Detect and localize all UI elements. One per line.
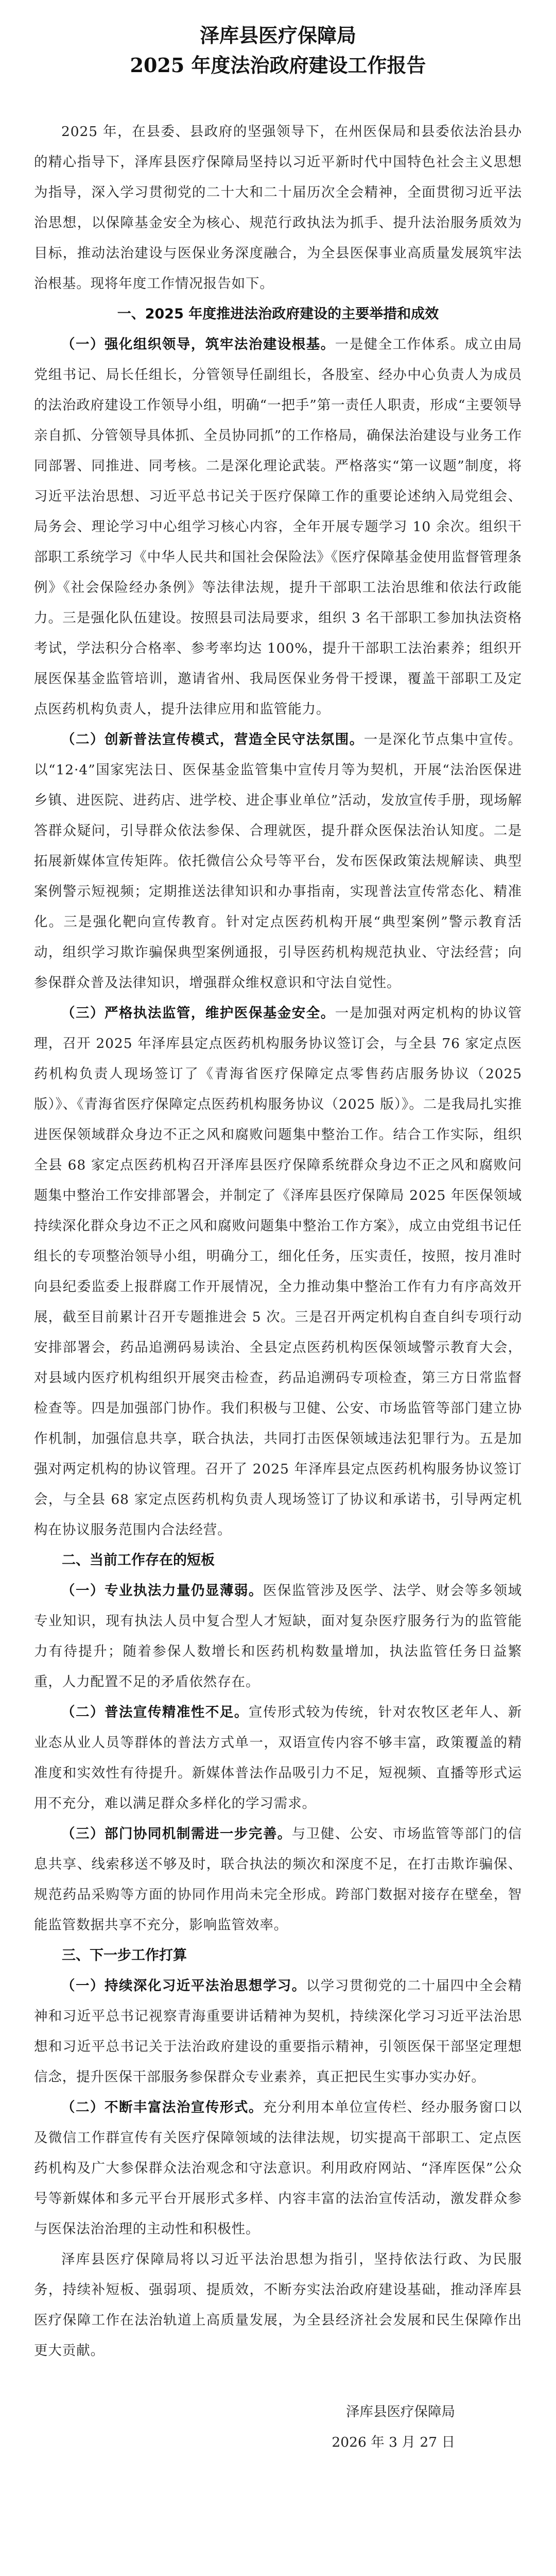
section-1-heading: 一、2025 年度推进法治政府建设的主要举措和成效: [117, 306, 439, 322]
title-line-report: 2025 年度法治政府建设工作报告: [130, 54, 426, 77]
section-1-body-1: 一是健全工作体系。成立由局党组书记、局长任组长，分管领导任副组长，各股室、经办中心负责人为成员的法治政府建设工作领导小组，明确“一把手”第一责任人职责，形成“主要领导亲自抓、分管领导具体抓、全员协同抓”的工作格局，确保法治建设与业务工作同部署、同推进、同考核。二是深化理论武装。严格落实“第一议题”制度，将习近平法治思想、习近平总书记关于医疗保障工作的重要论述纳入局党组会、局务会、理论学习中心组学习核心内容，全年开展专题学习 10 余次。组织干部职工系统学习《中华人民共和国社会保险法》《医疗保障基金使用监督管理条例》《社会保险经办条例》等法律法规，提升干部职工法治思维和依法行政能力。三是强化队伍建设。按照县司法局要求，组织 3 名干部职工参加执法资格考试，学法积分合格率、参考率均达 100%，提升干部职工法治素养；组织开展医保基金监管培训，邀请省州、我局医保业务骨干授课，覆盖干部职工及定点医药机构负责人，提升法律应用和监管能力。: [34, 336, 522, 717]
section-1-subheading-3: （三）严格执法监管，维护医保基金安全。: [61, 1005, 335, 1021]
section-1-body-3: 一是加强对两定机构的协议管理，召开 2025 年泽库县定点医药机构服务协议签订会，与全县 76 家定点医药机构负责人现场签订了《青海省医疗保障定点零售药店服务协议（2025 版）》、《青海省医疗保障定点医药机构服务协议（2025 版）》。二是我局扎实推进医保领域群众身边不正之风和腐败问题集中整治工作。结合工作实际，组织全县 68 家定点医药机构召开泽库县医疗保障系统群众身边不正之风和腐败问题集中整治工作安排部署会，并制定了《泽库县医疗保障局 2025 年医保领域持续深化群众身边不正之风和腐败问题集中整治工作方案》，成立由党组书记任组长的专项整治领导小组，明确分工，细化任务，压实责任，按照，按月准时向县纪委监委上报群腐工作开展情况，全力推动集中整治工作有力有序高效开展，截至目前累计召开专题推进会 5 次。三是召开两定机构自查自纠专项行动安排部署会，药品追溯码易读治、全县定点医药机构医保领域警示教育大会，对县域内医疗机构组织开展突击检查，药品追溯码专项检查，第三方日常监督检查等。四是加强部门协作。我们积极与卫健、公安、市场监管等部门建立协作机制，加强信息共享，联合执法，共同打击医保领域违法犯罪行为。五是加强对两定机构的协议管理。召开了 2025 年泽库县定点医药机构服务协议签订会，与全县 68 家定点医药机构负责人现场签订了协议和承诺书，引导两定机构在协议服务范围内合法经营。: [34, 1005, 522, 1538]
section-1-paragraph-1: [34, 329, 522, 724]
section-1-subheading-2: （二）创新普法宣传模式，营造全民守法氛围。: [61, 732, 364, 748]
section-3-body-2: 充分利用本单位宣传栏、经办服务窗口以及微信工作群宣传有关医疗保障领域的法律法规，切实提高干部职工、定点医药机构及广大参保群众法治观念和守法意识。利用政府网站、“泽库医保”公众号等新媒体和多元平台开展形式多样、内容丰富的法治宣传活动，激发群众参与医保法治治理的主动性和积极性。: [34, 2099, 523, 2237]
section-3-subheading-1: （一）持续深化习近平法治思想学习。: [61, 1978, 306, 1994]
report-title: [34, 21, 522, 80]
section-2-subheading-3: （三）部门协同机制需进一步完善。: [61, 1826, 292, 1842]
section-2-subheading-2: （二）普法宣传精准性不足。: [61, 1704, 249, 1720]
section-1-subheading-1: （一）强化组织领导，筑牢法治建设根基。: [61, 336, 335, 352]
section-3-paragraph-2: [34, 2092, 522, 2244]
section-2-subheading-1: （一）专业执法力量仍显薄弱。: [61, 1583, 263, 1599]
section-2-body-3: 与卫健、公安、市场监管等部门的信息共享、线索移送不够及时，联合执法的频次和深度不足，在打击欺诈骗保、规范药品采购等方面的协同作用尚未完全形成。跨部门数据对接存在壁垒，智能监管数据共享不充分，影响监管效率。: [34, 1826, 522, 1933]
closing-paragraph: 泽库县医疗保障局将以习近平法治思想为指引，坚持依法行政、为民服务，持续补短板、强弱项、提质效，不断夯实法治政府建设基础，推动泽库县医疗保障工作在法治轨道上高质量发展，为全县经济社会发展和民生保障作出更大贡献。: [34, 2251, 522, 2359]
section-1-body-2: 一是深化节点集中宣传。以“12·4”国家宪法日、医保基金监管集中宣传月等为契机，开展“法治医保进乡镇、进医院、进药店、进学校、进企事业单位”活动，发放宣传手册，现场解答群众疑问，引导群众依法参保、合理就医，提升群众医保法治认知度。二是拓展新媒体宣传矩阵。依托微信公众号等平台，发布医保政策法规解读、典型案例警示短视频；定期推送法律知识和办事指南，实现普法宣传常态化、精准化。三是强化靶向宣传教育。针对定点医药机构开展“典型案例”警示教育活动，组织学习欺诈骗保典型案例通报，引导医药机构规范执业、守法经营；向参保群众普及法律知识，增强群众维权意识和守法自觉性。: [34, 732, 523, 991]
section-2-heading: 二、当前工作存在的短板: [62, 1552, 215, 1568]
section-3-heading: 三、下一步工作打算: [62, 1947, 187, 1963]
section-3-subheading-2: （二）不断丰富法治宣传形式。: [61, 2099, 263, 2115]
signature-organization: 泽库县医疗保障局: [346, 2404, 455, 2420]
section-1-paragraph-2: [34, 724, 522, 998]
intro-paragraph: 2025 年，在县委、县政府的坚强领导下，在州医保局和县委依法治县办的精心指导下，泽库县医疗保障局坚持以习近平新时代中国特色社会主义思想为指导，深入学习贯彻党的二十大和二十届历次全会精神，全面贯彻习近平法治思想，以保障基金安全为核心、规范行政执法为抓手、提升法治服务质效为目标，推动法治建设与医保业务深度融合，为全县医保事业高质量发展筑牢法治根基。现将年度工作情况报告如下。: [34, 124, 522, 292]
signature-date: 2026 年 3 月 27 日: [332, 2434, 455, 2450]
title-line-org: 泽库县医疗保障局: [199, 24, 356, 47]
section-3-body-1: 以学习贯彻党的二十届四中全会精神和习近平总书记视察青海重要讲话精神为契机，持续深化学习习近平法治思想和习近平总书记关于法治政府建设的重要指示精神，引领医保干部坚定理想信念，提升医保干部服务参保群众专业素养，真正把民生实事办实办好。: [34, 1978, 522, 2085]
section-2-paragraph-3: [34, 1819, 522, 1940]
section-2-paragraph-2: [34, 1697, 522, 1819]
section-2-paragraph-1: [34, 1575, 522, 1697]
section-3-paragraph-1: [34, 1971, 522, 2092]
section-1-paragraph-3: [34, 998, 522, 1545]
section-2-body-2: 宣传形式较为传统，针对农牧区老年人、新业态从业人员等群体的普法方式单一，双语宣传内容不够丰富，政策覆盖的精准度和实效性有待提升。新媒体普法作品吸引力不足，短视频、直播等形式运用不充分，难以满足群众多样化的学习需求。: [34, 1704, 522, 1811]
section-2-body-1: 医保监管涉及医学、法学、财会等多领域专业知识，现有执法人员中复合型人才短缺，面对复杂医疗服务行为的监管能力有待提升；随着参保人数增长和医药机构数量增加，执法监管任务日益繁重，人力配置不足的矛盾依然存在。: [34, 1583, 523, 1690]
